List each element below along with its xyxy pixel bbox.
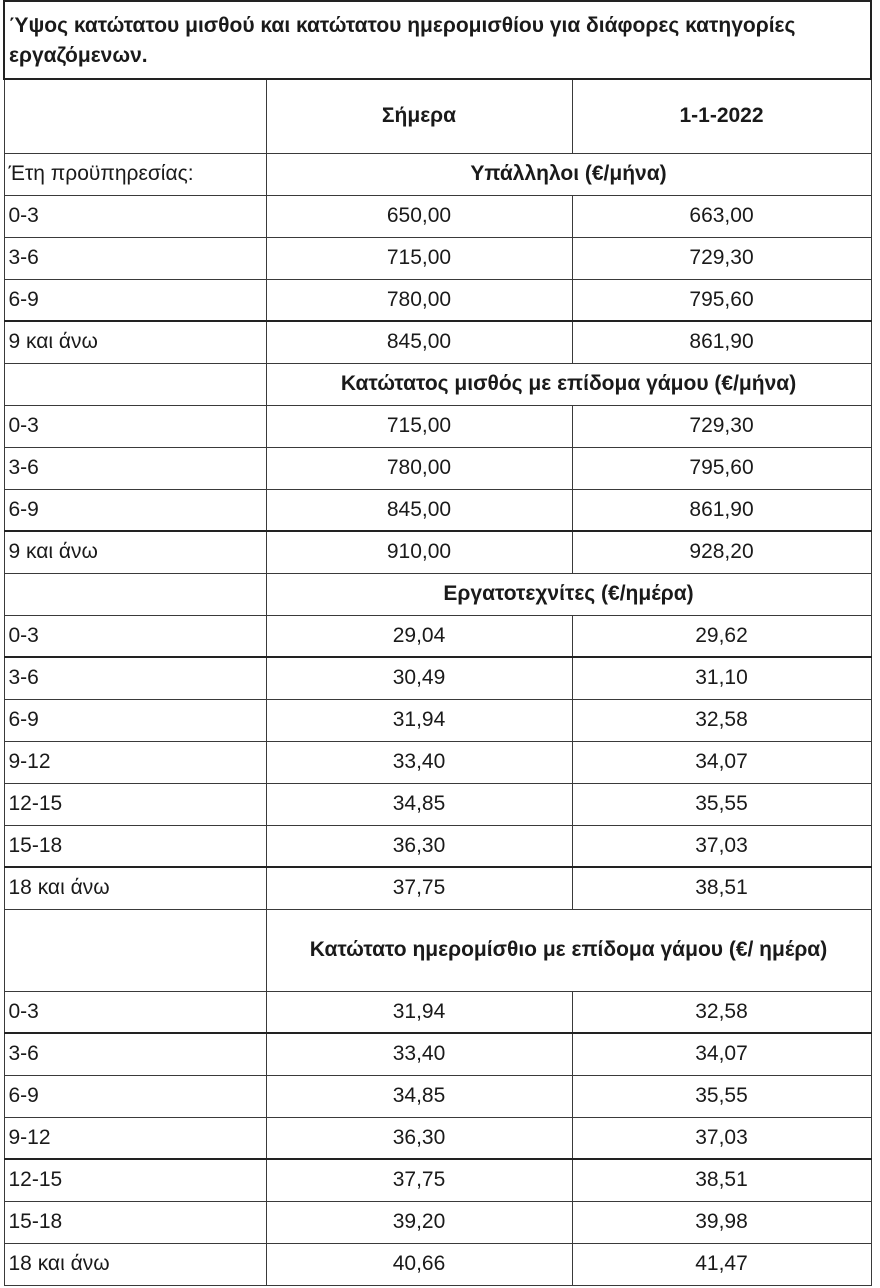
range-cell: 6-9 [4, 489, 266, 531]
range-cell: 15-18 [4, 1201, 266, 1243]
range-cell: 18 και άνω [4, 867, 266, 909]
date-cell: 35,55 [572, 1075, 871, 1117]
today-cell: 30,49 [266, 657, 572, 699]
range-cell: 9-12 [4, 741, 266, 783]
date-cell: 663,00 [572, 195, 871, 237]
date-cell: 928,20 [572, 531, 871, 573]
range-cell: 3-6 [4, 447, 266, 489]
range-cell: 3-6 [4, 1033, 266, 1075]
section-blank-cell [4, 573, 266, 615]
section-header: Κατώτατο ημερομίσθιο με επίδομα γάμου (€/ ημέρα) [266, 909, 871, 991]
today-cell: 845,00 [266, 321, 572, 363]
range-cell: 9 και άνω [4, 531, 266, 573]
date-cell: 34,07 [572, 1033, 871, 1075]
date-cell: 29,62 [572, 615, 871, 657]
date-cell: 31,10 [572, 657, 871, 699]
range-cell: 12-15 [4, 1159, 266, 1201]
date-cell: 32,58 [572, 991, 871, 1033]
table-row [4, 1075, 871, 1117]
date-cell: 35,55 [572, 783, 871, 825]
years-label: Έτη προϋπηρεσίας: [4, 153, 266, 195]
date-cell: 37,03 [572, 1117, 871, 1159]
today-cell: 845,00 [266, 489, 572, 531]
title-row [4, 1, 871, 79]
wage-table-sheet [3, 0, 870, 1286]
date-cell: 39,98 [572, 1201, 871, 1243]
column-header-date: 1-1-2022 [572, 79, 871, 153]
table-row [4, 195, 871, 237]
today-cell: 34,85 [266, 783, 572, 825]
section-header: Υπάλληλοι (€/μήνα) [266, 153, 871, 195]
table-row [4, 1159, 871, 1201]
range-cell: 9 και άνω [4, 321, 266, 363]
today-cell: 29,04 [266, 615, 572, 657]
today-cell: 715,00 [266, 237, 572, 279]
range-cell: 0-3 [4, 615, 266, 657]
range-cell: 3-6 [4, 237, 266, 279]
section-header: Κατώτατος μισθός με επίδομα γάμου (€/μήνα) [266, 363, 871, 405]
today-cell: 33,40 [266, 1033, 572, 1075]
today-cell: 39,20 [266, 1201, 572, 1243]
range-cell: 0-3 [4, 991, 266, 1033]
date-cell: 729,30 [572, 237, 871, 279]
date-cell: 37,03 [572, 825, 871, 867]
table-row [4, 1243, 871, 1285]
today-cell: 780,00 [266, 447, 572, 489]
table-row [4, 741, 871, 783]
table-row [4, 531, 871, 573]
date-cell: 34,07 [572, 741, 871, 783]
table-row [4, 1117, 871, 1159]
date-cell: 795,60 [572, 279, 871, 321]
range-cell: 0-3 [4, 195, 266, 237]
today-cell: 780,00 [266, 279, 572, 321]
table-row [4, 405, 871, 447]
date-cell: 38,51 [572, 1159, 871, 1201]
section-header-row [4, 909, 871, 991]
today-cell: 715,00 [266, 405, 572, 447]
table-row [4, 489, 871, 531]
column-header-row [4, 79, 871, 153]
column-header-blank [4, 79, 266, 153]
date-cell: 861,90 [572, 489, 871, 531]
today-cell: 910,00 [266, 531, 572, 573]
range-cell: 15-18 [4, 825, 266, 867]
date-cell: 41,47 [572, 1243, 871, 1285]
table-row [4, 657, 871, 699]
section-blank-cell [4, 363, 266, 405]
table-row [4, 867, 871, 909]
table-row [4, 825, 871, 867]
date-cell: 861,90 [572, 321, 871, 363]
today-cell: 33,40 [266, 741, 572, 783]
section-blank-cell [4, 909, 266, 991]
today-cell: 36,30 [266, 825, 572, 867]
date-cell: 795,60 [572, 447, 871, 489]
table-row [4, 699, 871, 741]
table-row [4, 991, 871, 1033]
today-cell: 650,00 [266, 195, 572, 237]
section-header-row [4, 153, 871, 195]
range-cell: 6-9 [4, 699, 266, 741]
range-cell: 12-15 [4, 783, 266, 825]
table-row [4, 237, 871, 279]
column-header-today: Σήμερα [266, 79, 572, 153]
range-cell: 6-9 [4, 1075, 266, 1117]
today-cell: 36,30 [266, 1117, 572, 1159]
table-row [4, 447, 871, 489]
today-cell: 37,75 [266, 1159, 572, 1201]
today-cell: 40,66 [266, 1243, 572, 1285]
range-cell: 0-3 [4, 405, 266, 447]
today-cell: 31,94 [266, 991, 572, 1033]
wage-table [3, 0, 872, 1286]
section-header-row [4, 363, 871, 405]
range-cell: 3-6 [4, 657, 266, 699]
table-row [4, 1201, 871, 1243]
range-cell: 9-12 [4, 1117, 266, 1159]
section-header-row [4, 573, 871, 615]
date-cell: 729,30 [572, 405, 871, 447]
table-row [4, 783, 871, 825]
table-title: Ύψος κατώτατου μισθού και κατώτατου ημερομισθίου για διάφορες κατηγορίες εργαζόμενων. [4, 1, 871, 79]
today-cell: 37,75 [266, 867, 572, 909]
range-cell: 18 και άνω [4, 1243, 266, 1285]
table-row [4, 321, 871, 363]
table-row [4, 279, 871, 321]
date-cell: 38,51 [572, 867, 871, 909]
range-cell: 6-9 [4, 279, 266, 321]
table-row [4, 1033, 871, 1075]
date-cell: 32,58 [572, 699, 871, 741]
today-cell: 34,85 [266, 1075, 572, 1117]
table-row [4, 615, 871, 657]
section-header: Εργατοτεχνίτες (€/ημέρα) [266, 573, 871, 615]
today-cell: 31,94 [266, 699, 572, 741]
